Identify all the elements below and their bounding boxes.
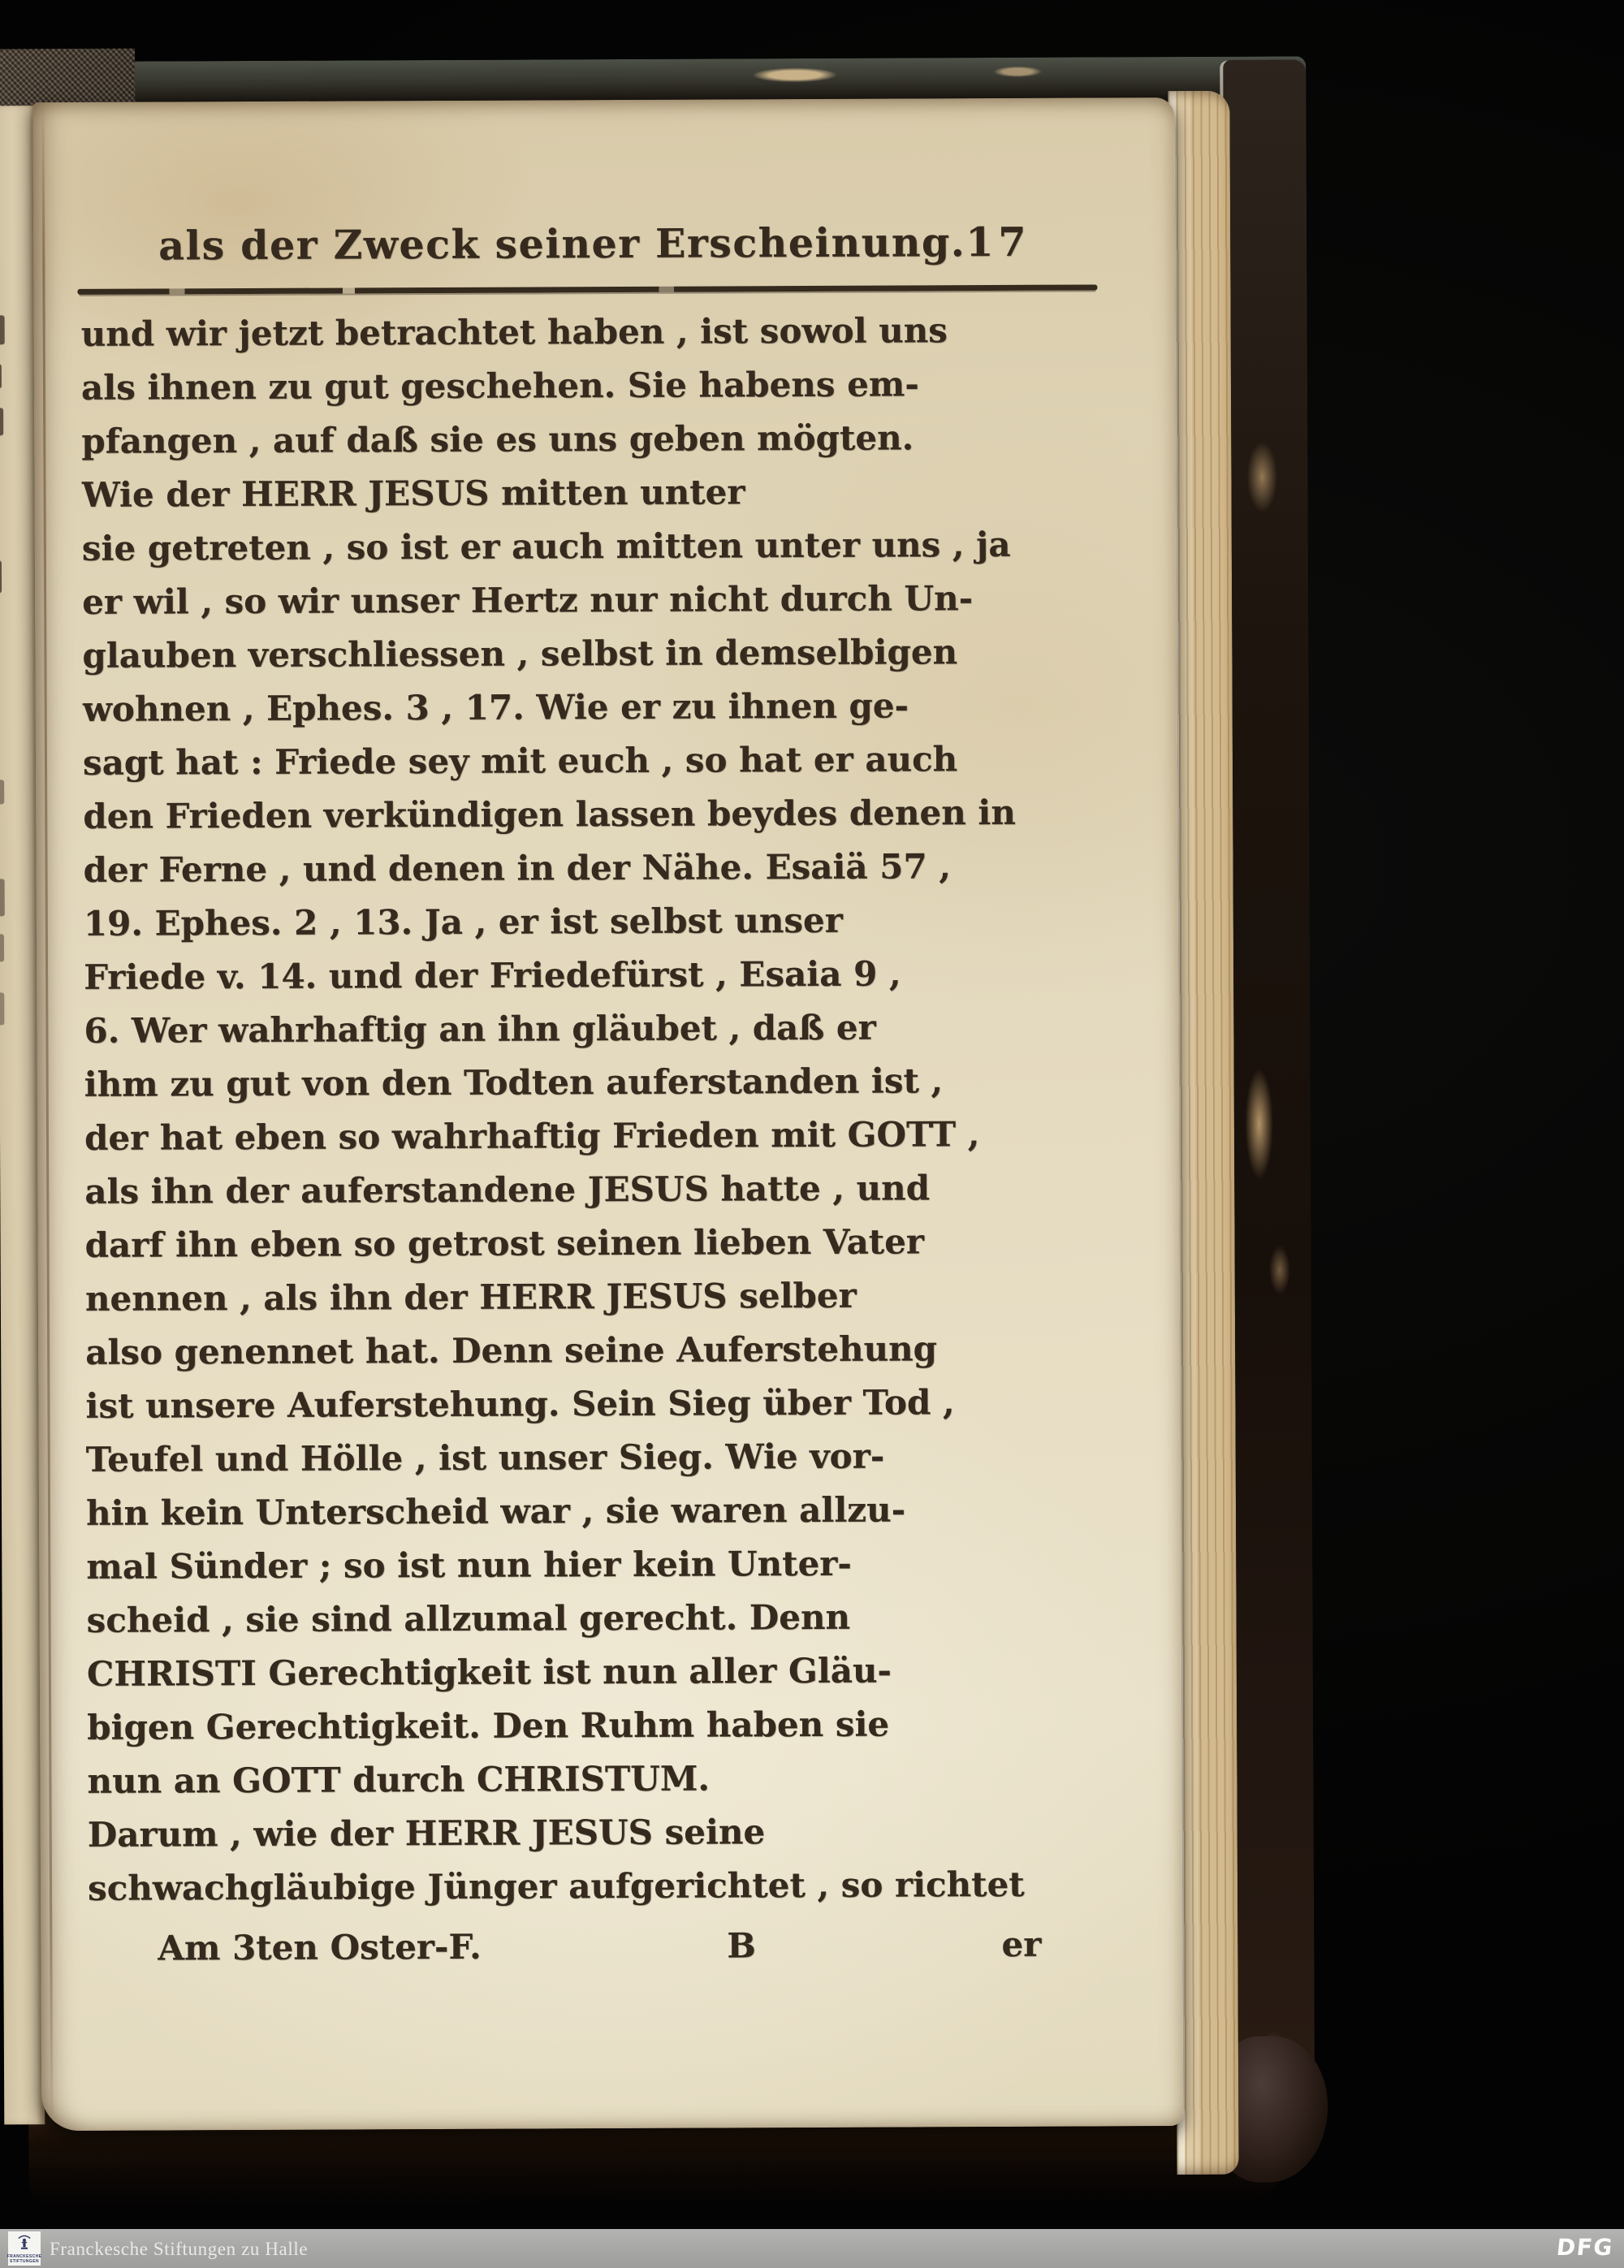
text-line: bigen Gerechtigkeit. Den Ruhm haben sie	[87, 1704, 890, 1747]
text-line: mal Sünder ; so ist nun hier kein Unter-	[86, 1543, 852, 1587]
text-line: den Frieden verkündigen lassen beydes denen in	[83, 792, 1016, 836]
text-line: glauben verschliessen , selbst in demselbigen	[82, 632, 958, 676]
facing-page-text-fragment	[0, 780, 4, 804]
text-line: wohnen , Ephes. 3 , 17. Wie er zu ihnen ge-	[82, 685, 909, 729]
text-line: sie getreten , so ist er auch mitten unter uns , ja	[81, 524, 1011, 568]
facing-page-text-fragment	[0, 934, 4, 961]
facing-page-text-fragment	[0, 408, 3, 435]
text-line: pfangen , auf daß sie es uns geben mögten.	[81, 417, 914, 461]
text-line: schwachgläubige Jünger aufgerichtet , so richtet	[87, 1864, 1025, 1908]
facing-page-text-fragment	[0, 560, 2, 593]
institution-logo-icon	[17, 2233, 32, 2254]
facing-page-text-fragment	[0, 364, 2, 388]
text-line: Wie der HERR JESUS mitten unter	[81, 472, 745, 515]
text-line: als ihnen zu gut geschehen. Sie habens em-	[80, 364, 919, 408]
text-line: sagt hat : Friede sey mit euch , so hat er auch	[82, 739, 958, 783]
facing-page-text-fragment	[0, 879, 5, 916]
text-line: Darum , wie der HERR JESUS seine	[87, 1812, 766, 1855]
header-rule	[77, 284, 1097, 294]
text-line: als ihn der auferstandene JESUS hatte , und	[84, 1168, 931, 1212]
running-header-title: als der Zweck seiner Erscheinung.	[158, 218, 966, 270]
dfg-logo: DFG	[1555, 2234, 1615, 2261]
sheet-letter: B	[727, 1925, 756, 1966]
institution-logo-text-line2: STIFTUNGEN	[10, 2259, 39, 2264]
signature-mark: Am 3ten Oster-F.	[158, 1926, 482, 1968]
text-line: nun an GOTT durch CHRISTUM.	[87, 1758, 710, 1801]
text-line: darf ihn eben so getrost seinen lieben Vater	[84, 1221, 925, 1265]
institution-logo-text-line1: FRANCKESCHE	[6, 2254, 42, 2259]
text-line: und wir jetzt betrachtet haben , ist sowol uns	[80, 310, 948, 354]
signature-line	[88, 1918, 1077, 1976]
text-line: also genennet hat. Denn seine Auferstehung	[85, 1328, 938, 1372]
text-line: hin kein Unterscheid war , sie waren allzu-	[85, 1489, 906, 1533]
text-line: der hat eben so wahrhaftig Frieden mit GOTT ,	[84, 1114, 980, 1158]
page-number: 17	[965, 218, 1031, 266]
text-line: CHRISTI Gerechtigkeit ist nun aller Gläu-	[86, 1650, 892, 1694]
text-line: Friede v. 14. und der Friedefürst , Esaia 9 ,	[84, 953, 901, 997]
text-line: ihm zu gut von den Todten auferstanden ist ,	[84, 1061, 944, 1104]
text-line: Teufel und Hölle , ist unser Sieg. Wie vor-	[85, 1436, 885, 1480]
running-header	[80, 218, 1069, 270]
text-line: der Ferne , und denen in der Nähe. Esaiä 57 ,	[83, 846, 951, 890]
text-line: 19. Ephes. 2 , 13. Ja , er ist selbst unser	[83, 900, 843, 944]
digitization-footer-bar	[0, 2229, 1624, 2268]
institution-logo	[8, 2231, 41, 2266]
institution-name: Franckesche Stiftungen zu Halle	[50, 2239, 309, 2259]
text-line: ist unsere Auferstehung. Sein Sieg über Tod ,	[85, 1382, 955, 1426]
facing-page-text-fragment	[0, 992, 4, 1025]
manuscript-page	[32, 97, 1183, 2131]
text-line: scheid , sie sind allzumal gerecht. Denn	[86, 1596, 851, 1640]
text-line: 6. Wer wahrhaftig an ihn gläubet , daß er	[84, 1007, 876, 1051]
text-line: er wil , so wir unser Hertz nur nicht durch Un-	[82, 578, 974, 622]
text-line: nennen , als ihn der HERR JESUS selber	[84, 1275, 857, 1319]
page-content	[32, 97, 1183, 2131]
facing-page-text-fragment	[0, 315, 5, 344]
body-text	[81, 304, 1078, 1916]
catchword: er	[1001, 1924, 1042, 1964]
